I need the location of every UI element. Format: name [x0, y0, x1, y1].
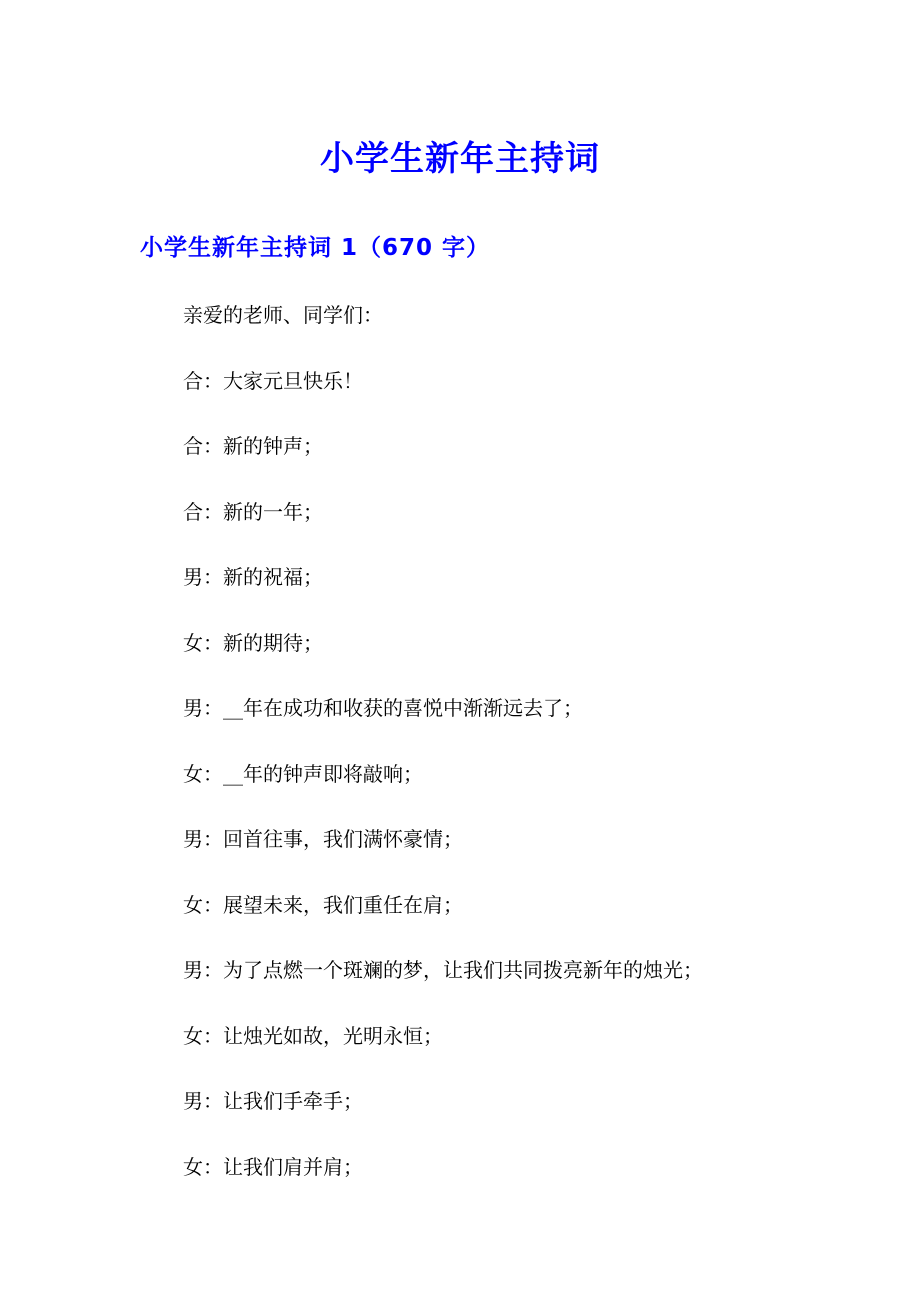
script-line: 男：让我们手牵手； — [183, 1089, 363, 1113]
script-line: 亲爱的老师、同学们： — [183, 303, 383, 327]
script-line: 女：新的期待； — [183, 630, 323, 655]
script-line: 合：新的一年； — [183, 499, 323, 524]
script-line: 女：__年的钟声即将敲响； — [183, 761, 423, 786]
script-line: 女：让我们肩并肩； — [183, 1154, 363, 1179]
script-line: 合：大家元旦快乐！ — [183, 368, 363, 393]
script-line: 男：回首往事，我们满怀豪情； — [183, 827, 463, 851]
page-title: 小学生新年主持词 — [320, 139, 600, 179]
script-line: 女：展望未来，我们重任在肩； — [183, 892, 463, 917]
section-heading: 小学生新年主持词 1（670 字） — [140, 235, 491, 261]
script-line: 女：让烛光如故，光明永恒； — [183, 1023, 443, 1048]
script-line: 合：新的钟声； — [183, 434, 323, 458]
script-line: 男：__年在成功和收获的喜悦中渐渐远去了； — [183, 696, 583, 720]
script-lines — [183, 293, 703, 1210]
script-line: 男：新的祝福； — [183, 565, 323, 589]
script-line: 男：为了点燃一个斑斓的梦，让我们共同拨亮新年的烛光； — [183, 958, 703, 982]
